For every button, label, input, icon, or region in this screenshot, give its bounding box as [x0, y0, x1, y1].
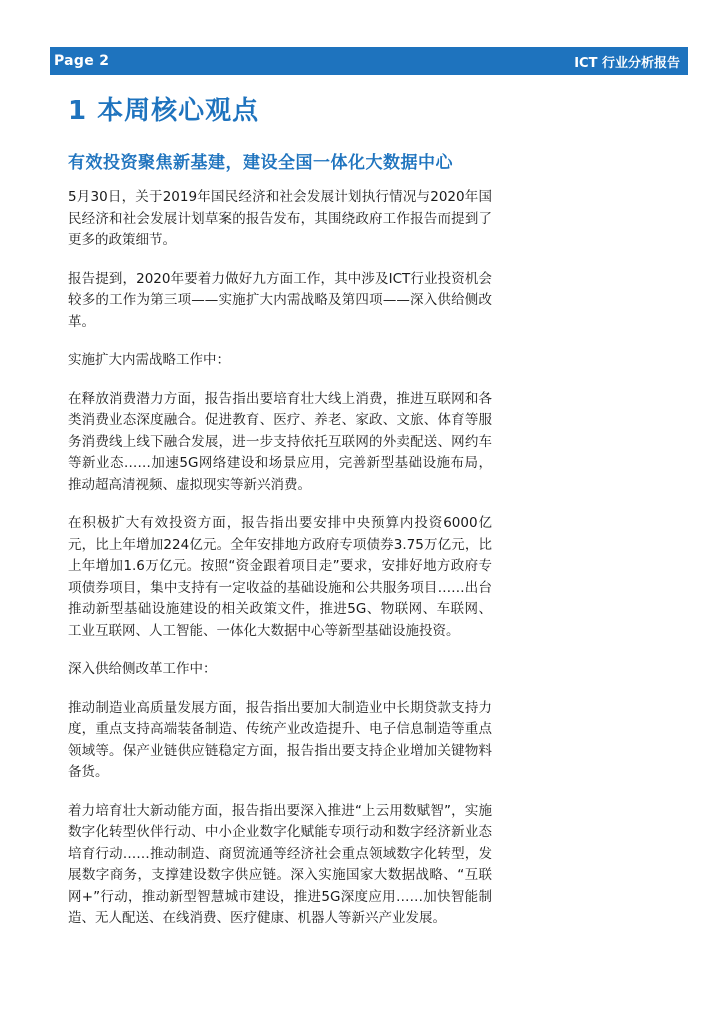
paragraph: 深入供给侧改革工作中：	[68, 661, 217, 677]
paragraph: 推动制造业高质量发展方面，报告指出要加大制造业中长期贷款支持力度，重点支持高端装备制造、传统产业改造提升、电子信息制造等重点领域等。保产业链供应链稳定方面，报告指出要支持企业增加关键物料备货。	[68, 699, 492, 780]
paragraph: 5月30日，关于2019年国民经济和社会发展计划执行情况与2020年国民经济和社会发展计划草案的报告发布，其围绕政府工作报告而提到了更多的政策细节。	[68, 189, 492, 248]
paragraph: 在积极扩大有效投资方面，报告指出要安排中央预算内投资6000亿元，比上年增加224亿元。全年安排地方政府专项债券3.75万亿元，比上年增加1.6万亿元。按照“资金跟着项目走”要求，安排好地方政府专项债券项目，集中支持有一定收益的基础设施和公共服务项目……出台推动新型基础设施建设的相关政策文件，推进5G、物联网、车联网、工业互联网、人工智能、一体化大数据中心等新型基础设施投资。	[68, 515, 492, 639]
section-title: 1 本周核心观点	[68, 96, 260, 126]
page-header-bar	[50, 47, 688, 75]
body-text	[68, 187, 492, 947]
report-name-label: ICT 行业分析报告	[574, 55, 680, 71]
section-subtitle: 有效投资聚焦新基建，建设全国一体化大数据中心	[68, 153, 453, 173]
page-number-label: Page 2	[54, 53, 110, 69]
paragraph: 在释放消费潜力方面，报告指出要培育壮大线上消费，推进互联网和各类消费业态深度融合。促进教育、医疗、养老、家政、文旅、体育等服务消费线上线下融合发展，进一步支持依托互联网的外卖配送、网约车等新业态……加速5G网络建设和场景应用，完善新型基础设施布局，推动超高清视频、虚拟现实等新兴消费。	[68, 390, 492, 493]
paragraph: 实施扩大内需战略工作中：	[68, 352, 230, 368]
paragraph: 报告提到，2020年要着力做好九方面工作，其中涉及ICT行业投资机会较多的工作为第三项——实施扩大内需战略及第四项——深入供给侧改革。	[68, 270, 492, 330]
paragraph: 着力培育壮大新动能方面，报告指出要深入推进“上云用数赋智”，实施数字化转型伙伴行动、中小企业数字化赋能专项行动和数字经济新业态培育行动……推动制造、商贸流通等经济社会重点领域数字化转型，发展数字商务，支撑建设数字供应链。深入实施国家大数据战略、“互联网+”行动，推动新型智慧城市建设，推进5G深度应用……加快智能制造、无人配送、在线消费、医疗健康、机器人等新兴产业发展。	[68, 802, 492, 926]
